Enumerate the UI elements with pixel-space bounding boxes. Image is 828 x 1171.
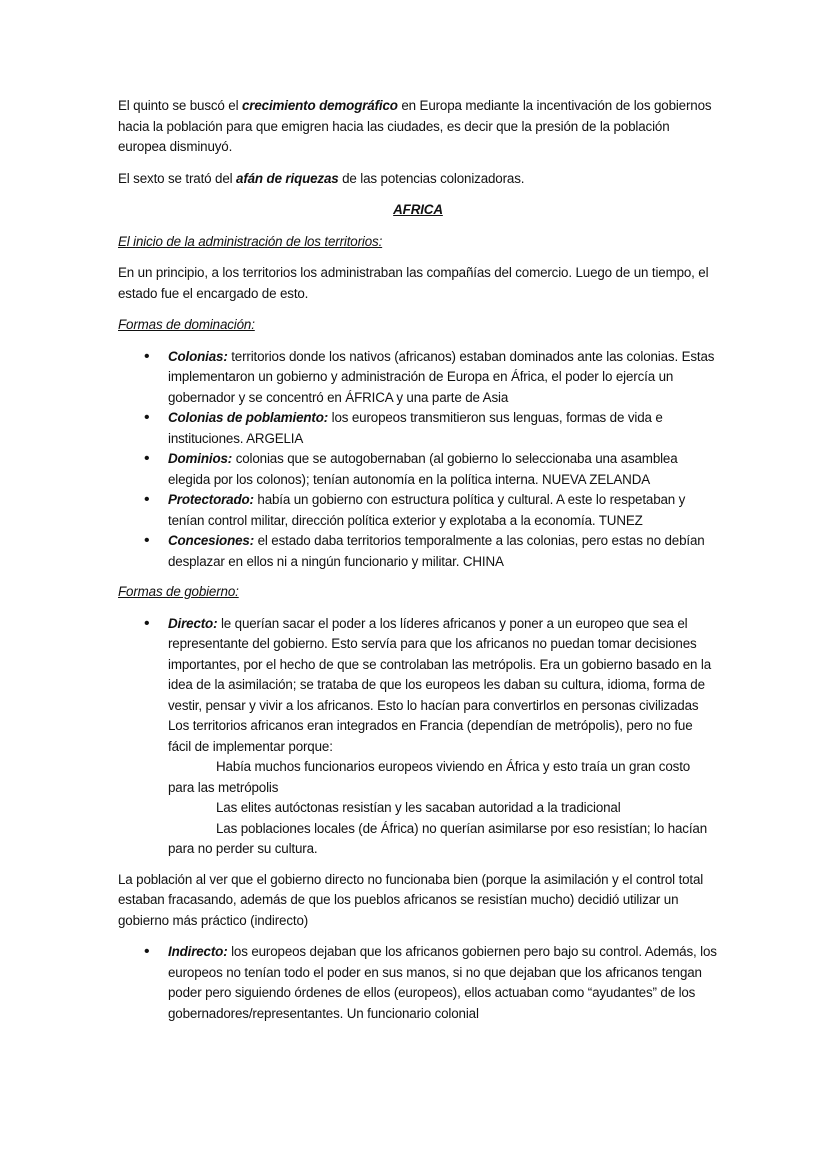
subheading-gobierno: Formas de gobierno: <box>118 584 239 599</box>
emphasis: crecimiento demográfico <box>242 98 398 113</box>
section-title: AFRICA <box>393 202 443 217</box>
gobierno-list-2 <box>118 942 718 1024</box>
list-item: • Dominios: colonias que se autogobernaban (al gobierno lo seleccionaba una asamblea elegida por los colonos); tenían autonomía en la política interna. NUEVA ZELANDA <box>118 449 718 490</box>
paragraph-sexto: El sexto se trató del afán de riquezas de las potencias colonizadoras. <box>118 170 525 186</box>
list-item: • Protectorado: había un gobierno con estructura política y cultural. A este lo respetaban y tenían control militar, dirección política exterior y explotaba a la economía. TUNEZ <box>118 490 718 531</box>
list-item-directo: • Directo: le querían sacar el poder a los líderes africanos y poner a un europeo que sea el representante del gobierno. Esto servía para que los africanos no puedan tomar decisiones importantes, por el hecho de que se controlaban las metrópolis. Era un gobierno basado en la idea de la asimilación; se trataba de que los europeos les daban su cultura, idioma, forma de vestir, pensar y vivir a los africanos. Esto lo hacían para convertirlos en personas civilizadas Los territorios africanos eran integrados en Francia (dependían de metrópolis), pero no fue fácil de implementar porque: Había muchos funcionarios europeos viviendo en África y esto traía un gran costo para las metrópolis Las elites autóctonas resistían y les sacaban autoridad a la tradicional Las poblaciones locales (de África) no querían asimilarse por eso resistían; lo hacían para no perder su cultura. <box>118 614 718 860</box>
reason: Las poblaciones locales (de África) no querían asimilarse por eso resistían; lo hacían para no perder su cultura. <box>168 820 708 856</box>
reason: Había muchos funcionarios europeos viviendo en África y esto traía un gran costo para las metrópolis <box>168 759 691 795</box>
list-item: • Colonias de poblamiento: los europeos transmitieron sus lenguas, formas de vida e instituciones. ARGELIA <box>118 408 718 449</box>
list-item: • Colonias: territorios donde los nativos (africanos) estaban dominados ante las colonias. Estas implementaron un gobierno y administración de Europa en África, el poder lo ejercía un gobernador y se concentró en ÁFRICA y una parte de Asia <box>118 347 718 409</box>
paragraph-poblacion: La población al ver que el gobierno directo no funcionaba bien (porque la asimilación y el control total estaban fracasando, además de que los pueblos africanos se resistían mucho) decidió utilizar un gobierno más práctico (indirecto) <box>118 871 704 928</box>
subheading-dominacion: Formas de dominación: <box>118 317 255 332</box>
dominacion-list <box>118 347 718 573</box>
paragraph-quinto: El quinto se buscó el crecimiento demográfico en Europa mediante la incentivación de los gobiernos hacia la población para que emigren hacia las ciudades, es decir que la presión de la población europea disminuyó. <box>118 98 712 154</box>
subheading-inicio: El inicio de la administración de los territorios: <box>118 233 383 249</box>
gobierno-list <box>118 614 718 860</box>
list-item: • Concesiones: el estado daba territorios temporalmente a las colonias, pero estas no debían desplazar en ellos ni a ningún funcionario y militar. CHINA <box>118 531 718 572</box>
list-item-indirecto: • Indirecto: los europeos dejaban que los africanos gobiernen pero bajo su control. Además, los europeos no tenían todo el poder en sus manos, si no que dejaban que los africanos tengan poder pero siguiendo órdenes de ellos (europeos), ellos actuaban como “ayudantes” de los gobernadores/representantes. Un funcionario colonial <box>118 942 718 1024</box>
reason: Las elites autóctonas resistían y les sacaban autoridad a la tradicional <box>216 800 621 815</box>
emphasis: afán de riquezas <box>236 170 339 186</box>
paragraph-inicio: En un principio, a los territorios los administraban las compañías del comercio. Luego de un tiempo, el estado fue el encargado de esto. <box>118 265 709 301</box>
document-page <box>118 96 718 1034</box>
